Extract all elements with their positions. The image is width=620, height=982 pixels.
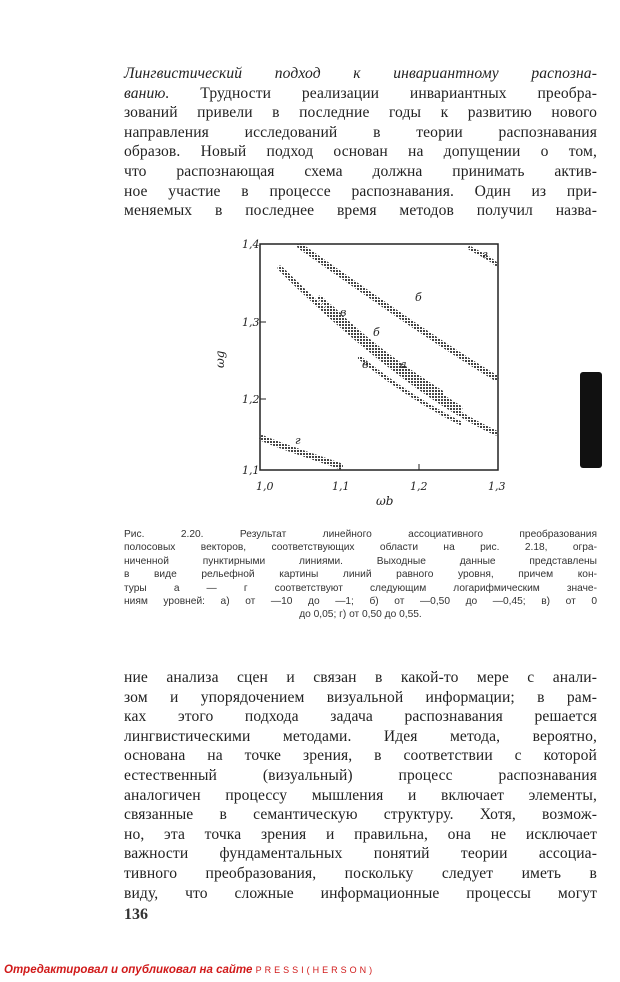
x-tick-label: 1,2 bbox=[410, 480, 428, 493]
contour-band-lower bbox=[360, 358, 460, 423]
contour-band-corner bbox=[262, 438, 340, 466]
contour-figure bbox=[210, 228, 510, 508]
text-line: аналогичен процессу мышления и включает элементы, bbox=[124, 786, 597, 804]
caption-line: ниям уровней: а) от —10 до —1; б) от —0,50 до —0,45; в) от 0 bbox=[124, 596, 597, 608]
y-tick-label: 1,3 bbox=[242, 316, 260, 329]
text-line: естественный (визуальный) процесс распознавания bbox=[124, 766, 597, 784]
text-line: связанные в семантическую структуру. Хотя, возмож- bbox=[124, 806, 597, 824]
caption-line: Рис. 2.20. Результат линейного ассоциативного преобразования bbox=[124, 529, 597, 540]
text-line: виду, что сложные информационные процессы могут bbox=[124, 884, 597, 902]
text-line: важности фундаментальных понятий теории ассоциа- bbox=[124, 845, 597, 863]
contour-band-core bbox=[330, 308, 440, 393]
text-line: основана на точке зрения, в соответствии с которой bbox=[124, 747, 597, 765]
contour-label: г bbox=[295, 434, 301, 447]
section-heading: Лингвистический подход к инвариантному распозна- bbox=[124, 65, 597, 82]
text-line: ках этого подхода задача распознавания решается bbox=[124, 708, 597, 726]
contour-label: б bbox=[373, 326, 380, 339]
text-line: лингвистическими методами. Идея метода, вероятно, bbox=[124, 727, 597, 745]
contour-lines bbox=[262, 246, 496, 466]
page-number: 136 bbox=[124, 906, 148, 923]
top-paragraph bbox=[124, 64, 597, 221]
footer-credit[interactable] bbox=[4, 964, 375, 976]
heading-line bbox=[124, 64, 597, 84]
bottom-paragraph bbox=[124, 668, 597, 903]
caption-line: полосовых векторов, соответствующих области на рис. 2.18, огра- bbox=[124, 542, 597, 554]
x-tick-label: 1,1 bbox=[332, 480, 350, 493]
caption-line: в виде рельефной картины линий равного уровня, причем кон- bbox=[124, 569, 597, 581]
text-line: ванию. Трудности реализации инвариантных преобра- bbox=[124, 84, 597, 102]
contour-label: а bbox=[400, 358, 407, 371]
text-line: ное участие в процессе распознавания. Один из при- bbox=[124, 182, 597, 200]
text-line: но, эта точка зрения и правильна, она не исключает bbox=[124, 825, 597, 843]
text-line: что распознающая схема должна принимать актив- bbox=[124, 162, 597, 180]
y-tick-label: 1,2 bbox=[242, 393, 260, 406]
caption-line: ниченной пунктирными линиями. Выходные данные представлены bbox=[124, 555, 597, 567]
x-axis-label: ωb bbox=[376, 494, 394, 508]
contour-label: в bbox=[362, 358, 369, 371]
footer-brand-link[interactable]: PRESSI(HERSON) bbox=[255, 965, 376, 975]
y-tick-label: 1,1 bbox=[242, 464, 260, 477]
contour-band-mid bbox=[280, 268, 496, 433]
caption-line: туры а — г соответствуют следующим логарифмическим значе- bbox=[124, 582, 597, 594]
caption-line: до 0,05; г) от 0,50 до 0,55. bbox=[299, 609, 422, 621]
contour-label: б bbox=[415, 291, 422, 304]
text-line: тивного преобразования, поскольку следует иметь в bbox=[124, 864, 597, 882]
figure-caption bbox=[124, 528, 597, 622]
text-line: направления исследований в теории распознавания bbox=[124, 123, 597, 141]
y-tick-label: 1,4 bbox=[242, 238, 260, 251]
x-tick-label: 1,3 bbox=[488, 480, 506, 493]
text-line: зом и упорядочением визуальной информации; в рам- bbox=[124, 688, 597, 706]
footer-text: Отредактировал и опубликовал на сайте bbox=[4, 964, 253, 976]
contour-plot bbox=[210, 228, 510, 508]
text-line: меняемых в последнее время методов получил назва- bbox=[124, 202, 597, 220]
section-heading-cont: ванию. bbox=[124, 84, 170, 102]
text-line: образов. Новый подход основан на допущении о том, bbox=[124, 143, 597, 161]
contour-label: г bbox=[482, 248, 488, 261]
text-line: зований привели в последние годы к развитию нового bbox=[124, 104, 597, 122]
text-line: ние анализа сцен и связан в какой-то мере с анали- bbox=[124, 669, 597, 686]
x-tick-label: 1,0 bbox=[256, 480, 274, 493]
contour-label: в bbox=[340, 306, 347, 319]
y-axis-label: ωg bbox=[213, 350, 227, 368]
scan-edge-mark bbox=[580, 372, 602, 468]
